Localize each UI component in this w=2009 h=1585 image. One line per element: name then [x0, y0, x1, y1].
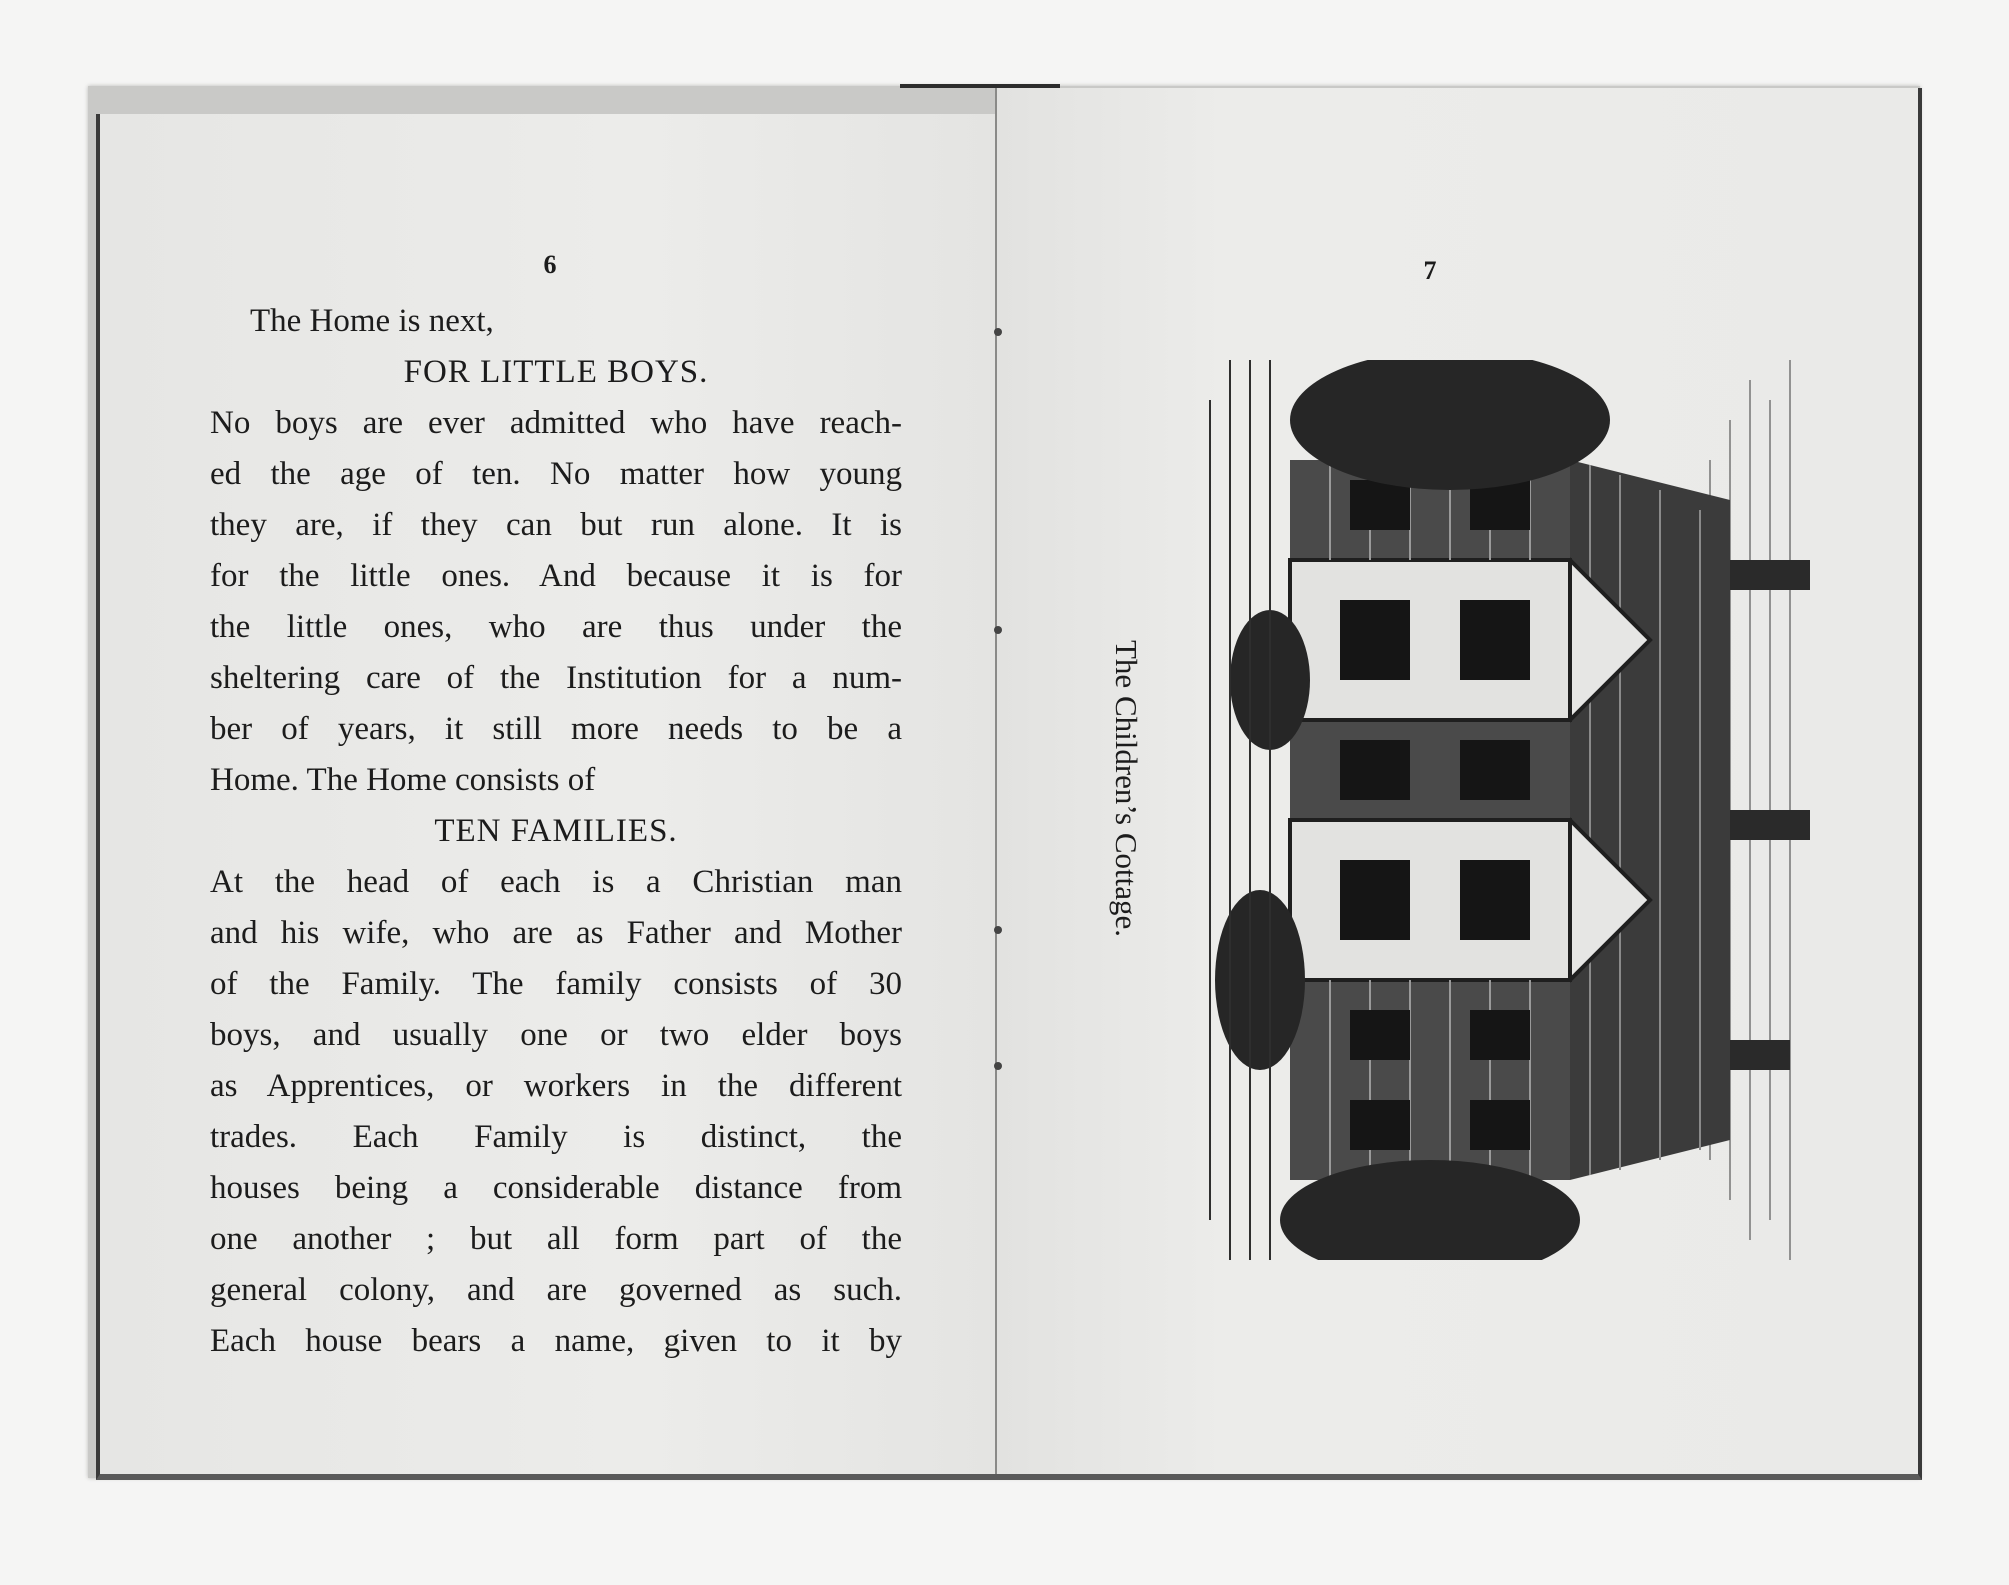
- text-line: for the little ones. And because it is for: [210, 558, 902, 594]
- stitch-mark: [994, 926, 1002, 934]
- page-number-left: 6: [543, 250, 557, 279]
- book-gutter: [995, 88, 997, 1474]
- text-line: general colony, and are governed as such.: [210, 1272, 902, 1308]
- page-number-right: 7: [1423, 256, 1437, 285]
- text-line: the little ones, who are thus under the: [210, 609, 902, 645]
- text-line: they are, if they can but run alone. It is: [210, 507, 902, 543]
- text-line: trades. Each Family is distinct, the: [210, 1119, 902, 1155]
- text-line: houses being a considerable distance from: [210, 1170, 902, 1206]
- illustration-caption: The Children’s Cottage.: [1109, 640, 1144, 938]
- text-line: No boys are ever admitted who have reach-: [210, 405, 902, 441]
- spine-top-edge: [900, 84, 1060, 88]
- text-line: ed the age of ten. No matter how young: [210, 456, 902, 492]
- text-line: At the head of each is a Christian man: [210, 864, 902, 900]
- text-line: ber of years, it still more needs to be a: [210, 711, 902, 747]
- text-line: and his wife, who are as Father and Mother: [210, 915, 902, 951]
- stitch-mark: [994, 328, 1002, 336]
- stitch-mark: [994, 1062, 1002, 1070]
- text-line: one another ; but all form part of the: [210, 1221, 902, 1257]
- section-heading: TEN FAMILIES.: [434, 813, 678, 849]
- text-line: Each house bears a name, given to it by: [210, 1323, 902, 1359]
- text-line: The Home is next,: [250, 303, 494, 339]
- stitch-mark: [994, 626, 1002, 634]
- text-line: boys, and usually one or two elder boys: [210, 1017, 902, 1053]
- text-line: of the Family. The family consists of 30: [210, 966, 902, 1002]
- cottage-engraving: [1130, 360, 1830, 1260]
- text-line: as Apprentices, or workers in the different: [210, 1068, 902, 1104]
- section-heading: FOR LITTLE BOYS.: [403, 354, 709, 390]
- left-page-text: [210, 296, 902, 1367]
- text-line: sheltering care of the Institution for a num-: [210, 660, 902, 696]
- text-line: Home. The Home consists of: [210, 762, 596, 798]
